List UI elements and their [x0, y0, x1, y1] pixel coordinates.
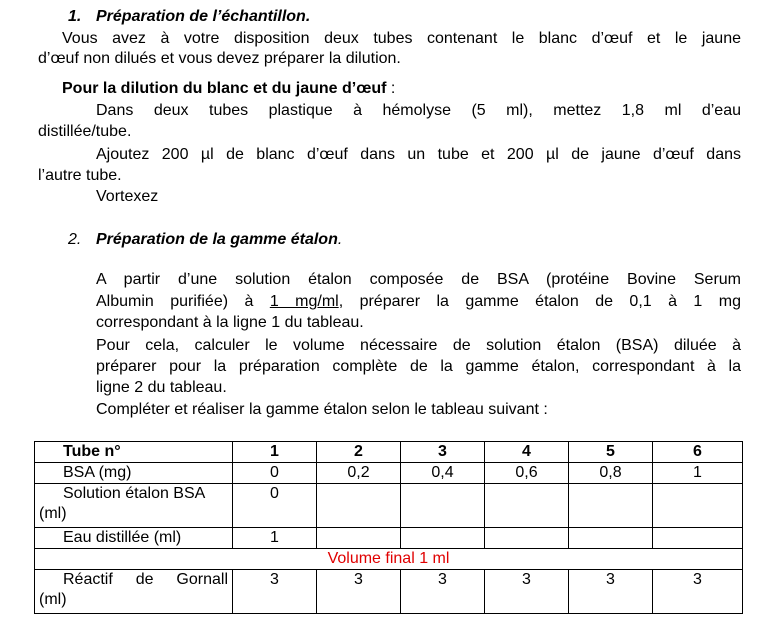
table-row-reactif [35, 570, 743, 614]
row-solution-cell-5 [569, 484, 653, 528]
row-solution-label-line-1: Solution étalon BSA [63, 485, 206, 502]
volume-final-cell: Volume final 1 ml [35, 549, 743, 570]
section-2-number: 2. [68, 231, 82, 248]
row-eau-cell-6 [653, 528, 743, 549]
row-eau-cell-2 [317, 528, 401, 549]
row-reactif-label-line-2: (ml) [39, 591, 67, 608]
row-bsa-cell-4: 0,6 [485, 463, 569, 484]
section-2-heading [68, 230, 342, 251]
row-reactif-cell-1: 3 [233, 570, 317, 614]
section-2-p2-line-2: préparer pour la préparation complète de la gamme étalon, correspondant à la [96, 358, 741, 375]
dilution-subheading-text: Pour la dilution du blanc et du jaune d’œuf [62, 80, 387, 97]
section-2-p1-line-1: A partir d’une solution étalon composée de BSA (protéine Bovine Serum [96, 271, 741, 288]
row-bsa-label-text: BSA (mg) [63, 464, 132, 481]
header-tube-2: 2 [317, 442, 401, 463]
header-tube-6: 6 [653, 442, 743, 463]
row-reactif-cell-3: 3 [401, 570, 485, 614]
row-solution-label-line-2: (ml) [39, 505, 67, 522]
row-solution-cell-1: 0 [233, 484, 317, 528]
section-2-p3: Compléter et réaliser la gamme étalon selon le tableau suivant : [96, 401, 548, 418]
header-tube-1: 1 [233, 442, 317, 463]
p1-line-2-start: Albumin purifiée) à [96, 293, 270, 310]
row-solution-cell-3 [401, 484, 485, 528]
section-2-p2-line-3: ligne 2 du tableau. [96, 379, 227, 396]
section-1-title: Préparation de l’échantillon. [96, 8, 311, 25]
row-eau-cell-3 [401, 528, 485, 549]
row-reactif-label-line-1: Réactif de Gornall [63, 571, 228, 588]
table-row-eau [35, 528, 743, 549]
row-reactif-cell-4: 3 [485, 570, 569, 614]
section-2-title: Préparation de la gamme étalon [96, 231, 338, 248]
row-eau-cell-4 [485, 528, 569, 549]
row-solution-cell-6 [653, 484, 743, 528]
step-2-line-1: Ajoutez 200 µl de blanc d’œuf dans un tube et 200 µl de jaune d’œuf dans [96, 146, 741, 163]
row-reactif-label [35, 570, 233, 614]
header-tube-label: Tube n° [35, 442, 233, 463]
header-tube-5: 5 [569, 442, 653, 463]
row-bsa-cell-1: 0 [233, 463, 317, 484]
row-bsa-cell-5: 0,8 [569, 463, 653, 484]
section-2-p1-line-2 [96, 292, 741, 313]
row-bsa-label [35, 463, 233, 484]
dilution-subheading [62, 79, 395, 100]
row-eau-cell-5 [569, 528, 653, 549]
table-header-row [35, 442, 743, 463]
row-eau-cell-1: 1 [233, 528, 317, 549]
table-row-solution [35, 484, 743, 528]
row-reactif-cell-2: 3 [317, 570, 401, 614]
row-reactif-cell-6: 3 [653, 570, 743, 614]
header-tube-4: 4 [485, 442, 569, 463]
dilution-subheading-colon: : [386, 80, 396, 97]
row-eau-label-text: Eau distillée (ml) [63, 529, 182, 546]
step-3: Vortexez [96, 188, 159, 205]
row-bsa-cell-2: 0,2 [317, 463, 401, 484]
row-bsa-cell-3: 0,4 [401, 463, 485, 484]
row-solution-cell-2 [317, 484, 401, 528]
section-1-number: 1. [68, 8, 82, 25]
p1-line-2-end: , préparer la gamme étalon de 0,1 à 1 mg [338, 293, 741, 310]
section-1-heading [68, 7, 310, 28]
section-1-intro-line-1: Vous avez à votre disposition deux tubes contenant le blanc d’œuf et le jaune [62, 30, 741, 47]
section-1-intro-line-2: d’œuf non dilués et vous devez préparer la dilution. [38, 50, 401, 67]
step-2-line-2: l’autre tube. [38, 167, 122, 184]
row-solution-label [35, 484, 233, 528]
row-eau-label [35, 528, 233, 549]
gamme-etalon-table [34, 441, 743, 614]
table-row-bsa [35, 463, 743, 484]
section-2-p1-line-3: correspondant à la ligne 1 du tableau. [96, 314, 364, 331]
section-2-title-end: . [337, 231, 343, 248]
row-reactif-cell-5: 3 [569, 570, 653, 614]
section-2-p2-line-1: Pour cela, calculer le volume nécessaire de solution étalon (BSA) diluée à [96, 337, 741, 354]
step-1-line-1: Dans deux tubes plastique à hémolyse (5 ml), mettez 1,8 ml d’eau [96, 102, 741, 119]
bsa-concentration: 1 mg/ml [269, 293, 339, 310]
row-bsa-cell-6: 1 [653, 463, 743, 484]
row-solution-cell-4 [485, 484, 569, 528]
step-1-line-2: distillée/tube. [38, 123, 132, 140]
header-tube-3: 3 [401, 442, 485, 463]
table-row-volume-final [35, 549, 743, 570]
